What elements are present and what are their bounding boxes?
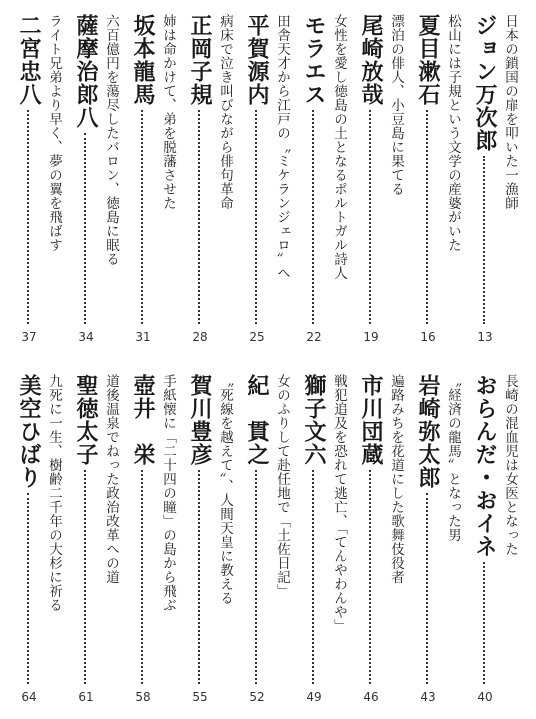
page-number: 34 — [78, 330, 94, 344]
page-number: 31 — [135, 330, 151, 344]
entry-subtitle: 長崎の混血児は女医となった — [502, 374, 518, 556]
toc-entry[interactable] — [470, 14, 520, 346]
entry-name: 紀 貫之 — [244, 374, 270, 466]
entry-subtitle: 姉は命かけて、弟を脱藩させた — [160, 14, 176, 210]
page-number: 37 — [21, 330, 37, 344]
toc-entry[interactable] — [71, 374, 121, 704]
leader-dots — [141, 110, 143, 324]
entry-subtitle: 〝死線を越えて〟、人間天皇に教える — [217, 374, 233, 606]
leader-dots — [27, 110, 29, 324]
toc-bottom-section — [16, 374, 520, 704]
entry-name: 正岡子規 — [187, 14, 213, 106]
toc-entry[interactable] — [413, 14, 463, 346]
leader-dots — [369, 110, 371, 324]
leader-dots — [255, 470, 257, 684]
entry-subtitle: 女のふりして赴任地で「土佐日記」 — [274, 374, 290, 598]
entry-subtitle: 戦犯追及を恐れて逃亡、「てんやわんや」 — [331, 374, 347, 634]
toc-entry[interactable] — [185, 14, 235, 346]
page-number: 52 — [249, 690, 265, 704]
page-number: 55 — [192, 690, 208, 704]
leader-dots — [84, 470, 86, 684]
toc-top-section — [16, 14, 520, 346]
toc-entry[interactable] — [470, 374, 520, 704]
toc-entry[interactable] — [356, 374, 406, 704]
entry-name: 市川団蔵 — [358, 374, 384, 466]
entry-name: 平賀源内 — [244, 14, 270, 106]
entry-subtitle: 九死に一生、樹齢二千年の大杉に祈る — [46, 374, 62, 612]
entry-subtitle: 手紙懐に「二十四の瞳」の島から飛ぶ — [160, 374, 176, 612]
entry-subtitle: 六百億円を蕩尽したバロン、徳島に眠る — [103, 14, 119, 266]
toc-entry[interactable] — [299, 374, 349, 704]
leader-dots — [483, 156, 485, 324]
entry-name: 夏目漱石 — [415, 14, 441, 106]
entry-subtitle: 松山には子規という文学の産婆がいた — [445, 14, 461, 252]
entry-name: モラエス — [301, 14, 327, 106]
leader-dots — [141, 470, 143, 684]
leader-dots — [312, 470, 314, 684]
page-number: 61 — [78, 690, 94, 704]
toc-entry[interactable] — [242, 14, 292, 346]
entry-name: 賀川豊彦 — [187, 374, 213, 466]
page-number: 25 — [249, 330, 265, 344]
entry-name: 獅子文六 — [301, 374, 327, 466]
leader-dots — [198, 470, 200, 684]
entry-name: おらんだ・おイネ — [472, 374, 498, 558]
entry-name: 薩摩治郎八 — [73, 14, 99, 129]
entry-subtitle: ライト兄弟より早く、夢の翼を飛ばす — [46, 14, 62, 252]
page-number: 22 — [306, 330, 322, 344]
toc-entry[interactable] — [14, 374, 64, 704]
page-number: 43 — [420, 690, 436, 704]
entry-name: 二宮忠八 — [16, 14, 42, 106]
entry-subtitle: 〝経済の龍馬〟となった男 — [445, 374, 461, 542]
entry-subtitle: 漂泊の俳人、小豆島に果てる — [388, 14, 404, 196]
leader-dots — [369, 470, 371, 684]
toc-entry[interactable] — [413, 374, 463, 704]
entry-name: 聖徳太子 — [73, 374, 99, 466]
leader-dots — [426, 110, 428, 324]
toc-entry[interactable] — [14, 14, 64, 346]
page-number: 28 — [192, 330, 208, 344]
leader-dots — [312, 110, 314, 324]
entry-name: 尾崎放哉 — [358, 14, 384, 106]
entry-subtitle: 田舎天才から江戸の〝ミケランジェロ〟へ — [274, 14, 290, 280]
toc-entry[interactable] — [242, 374, 292, 704]
toc-entry[interactable] — [128, 14, 178, 346]
entry-subtitle: 道後温泉でねった政治改革への道 — [103, 374, 119, 584]
page-number: 13 — [477, 330, 493, 344]
entry-name: 壺井 栄 — [130, 374, 156, 466]
page-number: 16 — [420, 330, 436, 344]
page-number: 40 — [477, 690, 493, 704]
leader-dots — [255, 110, 257, 324]
toc-entry[interactable] — [128, 374, 178, 704]
entry-name: 美空ひばり — [16, 374, 42, 489]
leader-dots — [483, 562, 485, 684]
page-number: 46 — [363, 690, 379, 704]
entry-subtitle: 女性を愛し徳島の土となるポルトガル詩人 — [331, 14, 347, 280]
page-number: 64 — [21, 690, 37, 704]
leader-dots — [426, 493, 428, 684]
entry-name: 坂本龍馬 — [130, 14, 156, 106]
toc-entry[interactable] — [356, 14, 406, 346]
entry-name: ジョン万次郎 — [472, 14, 498, 152]
entry-subtitle: 遍路みちを花道にした歌舞伎役者 — [388, 374, 404, 584]
toc-entry[interactable] — [71, 14, 121, 346]
leader-dots — [198, 110, 200, 324]
page-number: 49 — [306, 690, 322, 704]
page-number: 19 — [363, 330, 379, 344]
leader-dots — [27, 493, 29, 684]
entry-subtitle: 日本の鎖国の扉を叩いた一漁師 — [502, 14, 518, 210]
page-number: 58 — [135, 690, 151, 704]
entry-name: 岩崎弥太郎 — [415, 374, 441, 489]
toc-entry[interactable] — [185, 374, 235, 704]
toc-entry[interactable] — [299, 14, 349, 346]
leader-dots — [84, 133, 86, 324]
entry-subtitle: 病床で泣き叫びながら俳句革命 — [217, 14, 233, 210]
